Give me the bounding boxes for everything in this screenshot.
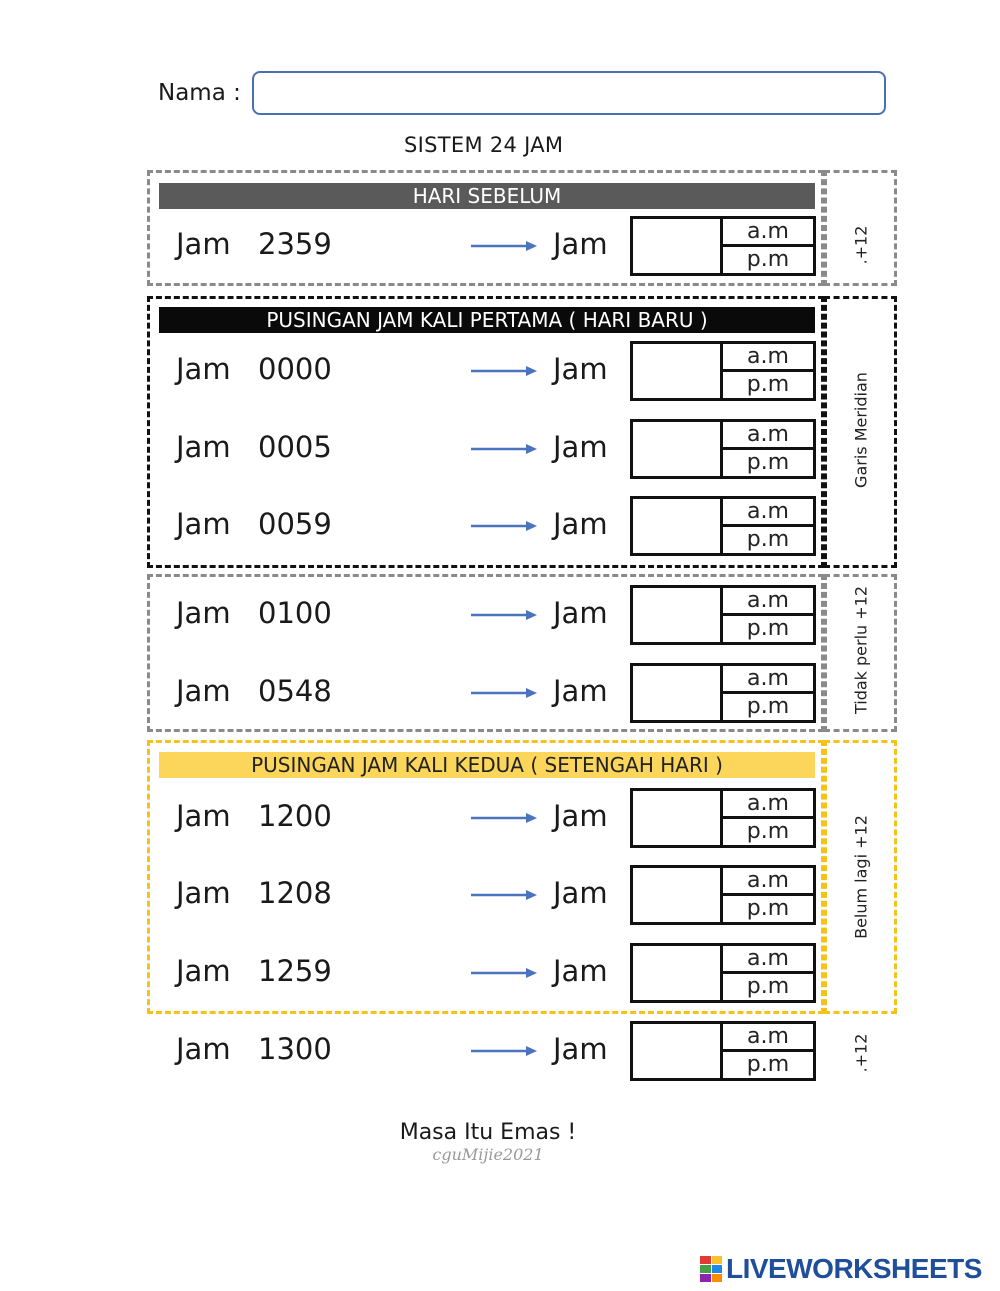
- answer-input[interactable]: [633, 588, 723, 642]
- arrow-right-icon: [470, 811, 538, 825]
- pm-option[interactable]: p.m: [746, 974, 790, 999]
- answer-box: [630, 496, 816, 556]
- answer-box: [630, 865, 816, 925]
- time-24h: 1259: [258, 954, 332, 988]
- time-24h: 1200: [258, 799, 332, 833]
- footer-signature: cguMijie2021: [432, 1145, 544, 1164]
- answer-box: [630, 1021, 816, 1081]
- answer-box: [630, 341, 816, 401]
- answer-input[interactable]: [633, 422, 723, 476]
- answer-box: [630, 216, 816, 276]
- jam-label: Jam: [176, 876, 231, 910]
- time-24h: 0005: [258, 430, 332, 464]
- jam-label: Jam: [176, 507, 231, 541]
- time-24h: 0000: [258, 352, 332, 386]
- arrow-right-icon: [470, 608, 538, 622]
- pm-option[interactable]: p.m: [746, 372, 790, 397]
- pm-option[interactable]: p.m: [746, 1052, 790, 1077]
- jam-label: Jam: [176, 352, 231, 386]
- am-option[interactable]: a.m: [723, 219, 813, 247]
- answer-input[interactable]: [633, 791, 723, 845]
- answer-box: [630, 585, 816, 645]
- jam-label: Jam: [176, 954, 231, 988]
- arrow-right-icon: [470, 519, 538, 533]
- pm-option[interactable]: p.m: [746, 527, 790, 552]
- arrow-right-icon: [470, 364, 538, 378]
- side-note-hari-sebelum: .+12: [851, 225, 871, 265]
- am-option[interactable]: a.m: [723, 499, 813, 527]
- side-note-tidak-perlu: Tidak perlu +12: [851, 585, 871, 715]
- am-option[interactable]: a.m: [723, 1024, 813, 1052]
- nama-label: Nama :: [158, 80, 241, 106]
- jam-label: Jam: [176, 596, 231, 630]
- arrow-right-icon: [470, 888, 538, 902]
- pm-option[interactable]: p.m: [746, 450, 790, 475]
- side-note-garis-meridian: Garis Meridian: [851, 372, 871, 488]
- am-option[interactable]: a.m: [723, 791, 813, 819]
- jam-label: Jam: [553, 596, 608, 630]
- am-option[interactable]: a.m: [723, 946, 813, 974]
- am-option[interactable]: a.m: [723, 344, 813, 372]
- time-24h: 0100: [258, 596, 332, 630]
- time-24h: 1208: [258, 876, 332, 910]
- answer-box: [630, 419, 816, 479]
- jam-label: Jam: [553, 430, 608, 464]
- arrow-right-icon: [470, 966, 538, 980]
- side-note-belum-lagi: Belum lagi +12: [851, 815, 871, 939]
- liveworksheets-logo: [700, 1254, 982, 1284]
- jam-label: Jam: [176, 1032, 231, 1066]
- jam-label: Jam: [176, 227, 231, 261]
- jam-label: Jam: [553, 227, 608, 261]
- am-option[interactable]: a.m: [723, 666, 813, 694]
- answer-box: [630, 788, 816, 848]
- page-title: SISTEM 24 JAM: [404, 133, 564, 157]
- answer-box: [630, 663, 816, 723]
- pm-option[interactable]: p.m: [746, 616, 790, 641]
- jam-label: Jam: [553, 799, 608, 833]
- jam-label: Jam: [553, 954, 608, 988]
- pm-option[interactable]: p.m: [746, 247, 790, 272]
- time-24h: 1300: [258, 1032, 332, 1066]
- time-24h: 2359: [258, 227, 332, 261]
- jam-label: Jam: [553, 674, 608, 708]
- jam-label: Jam: [176, 799, 231, 833]
- jam-label: Jam: [176, 430, 231, 464]
- pm-option[interactable]: p.m: [746, 896, 790, 921]
- side-note-selepas: .+12: [851, 1033, 871, 1073]
- footer-motto: Masa Itu Emas !: [399, 1120, 577, 1145]
- arrow-right-icon: [470, 686, 538, 700]
- time-24h: 0059: [258, 507, 332, 541]
- nama-input[interactable]: [252, 71, 886, 115]
- arrow-right-icon: [470, 442, 538, 456]
- answer-input[interactable]: [633, 219, 723, 273]
- answer-input[interactable]: [633, 946, 723, 1000]
- am-option[interactable]: a.m: [723, 868, 813, 896]
- pm-option[interactable]: p.m: [746, 694, 790, 719]
- jam-label: Jam: [553, 507, 608, 541]
- jam-label: Jam: [176, 674, 231, 708]
- answer-input[interactable]: [633, 1024, 723, 1078]
- time-24h: 0548: [258, 674, 332, 708]
- arrow-right-icon: [470, 1044, 538, 1058]
- logo-mark-icon: [700, 1256, 722, 1282]
- answer-input[interactable]: [633, 344, 723, 398]
- am-option[interactable]: a.m: [723, 422, 813, 450]
- jam-label: Jam: [553, 352, 608, 386]
- header-pusingan-pertama: PUSINGAN JAM KALI PERTAMA ( HARI BARU ): [159, 307, 815, 333]
- answer-input[interactable]: [633, 666, 723, 720]
- answer-input[interactable]: [633, 868, 723, 922]
- header-hari-sebelum: HARI SEBELUM: [159, 183, 815, 209]
- logo-text: LIVEWORKSHEETS: [726, 1253, 982, 1284]
- answer-box: [630, 943, 816, 1003]
- jam-label: Jam: [553, 1032, 608, 1066]
- answer-input[interactable]: [633, 499, 723, 553]
- pm-option[interactable]: p.m: [746, 819, 790, 844]
- am-option[interactable]: a.m: [723, 588, 813, 616]
- arrow-right-icon: [470, 239, 538, 253]
- header-pusingan-kedua: PUSINGAN JAM KALI KEDUA ( SETENGAH HARI ): [159, 752, 815, 778]
- jam-label: Jam: [553, 876, 608, 910]
